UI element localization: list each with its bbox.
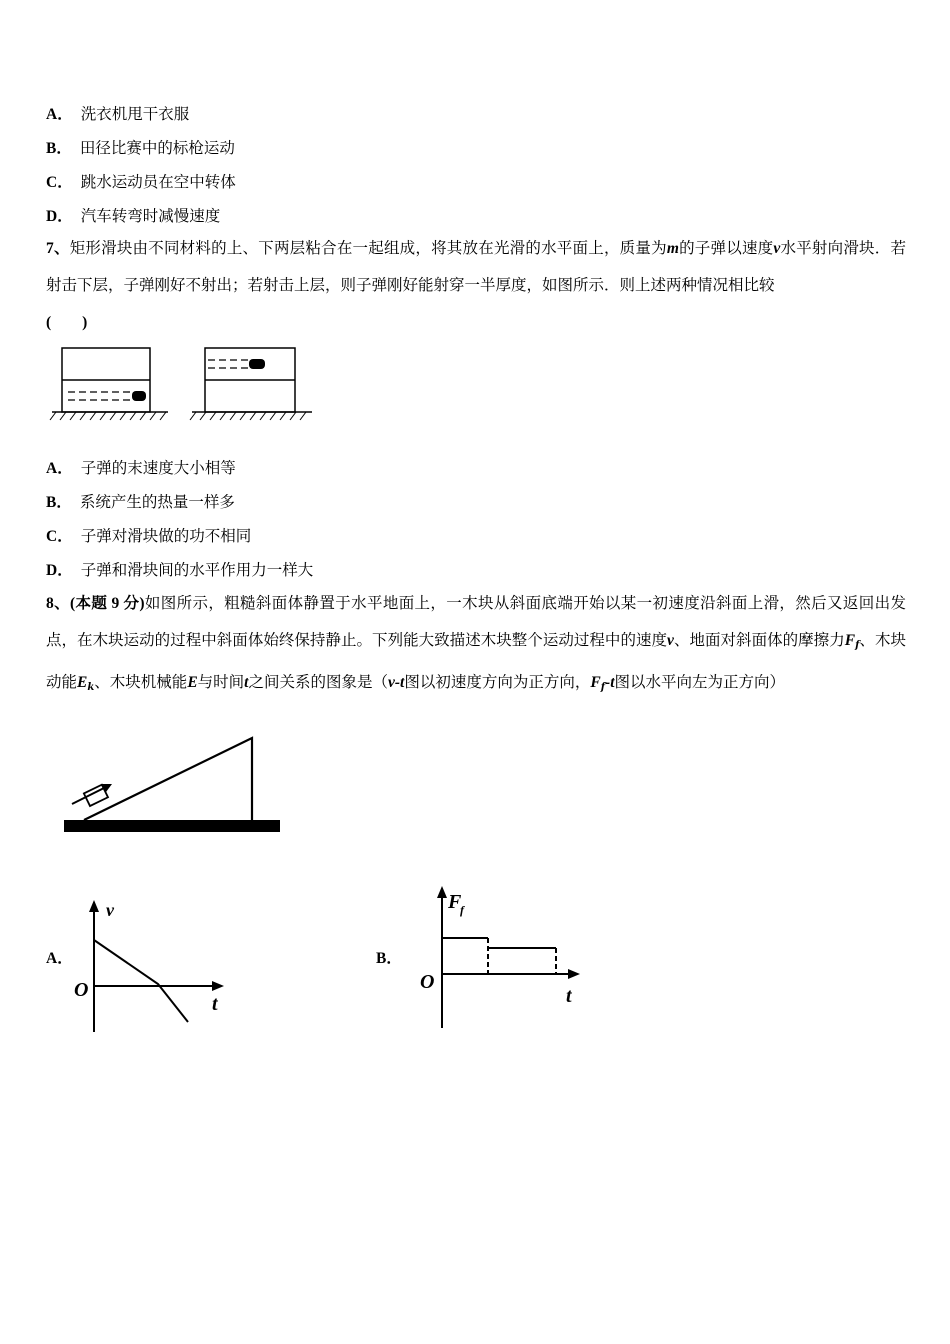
bullet-icon-lower <box>132 391 146 401</box>
graph-a-v-line <box>94 940 188 1022</box>
q6-option-d: D． 汽车转弯时减慢速度 <box>46 207 221 225</box>
graph-b-y-label: F <box>448 891 462 913</box>
graph-a-x-label: t <box>212 993 218 1015</box>
incline-figure <box>60 734 282 840</box>
q7-option-d: D． 子弹和滑块间的水平作用力一样大 <box>46 561 314 579</box>
bullet-icon-upper <box>249 359 265 369</box>
graph-a-y-label: v <box>106 900 114 920</box>
q6-option-c: C． 跳水运动员在空中转体 <box>46 173 236 191</box>
graph-b <box>414 884 589 1034</box>
q7-figure <box>46 344 316 424</box>
ground-slab <box>64 820 280 832</box>
graph-b-y-sub: f <box>460 903 464 917</box>
q6-option-b: B． 田径比赛中的标枪运动 <box>46 139 235 157</box>
graph-b-x-label: t <box>566 985 572 1007</box>
q8-stem: 8、(本题 9 分)如图所示，粗糙斜面体静置于水平地面上，一木块从斜面底端开始以某一初速度沿斜面上滑，然后又返回出发点，在木块运动的过程中斜面体始终保持静止。下列能大致描述木块整个运动过程中的速度v、地面对斜面体的摩擦力$F_f$、木块动能$E_k$、木块机械能E与时间t之间关系的图象是（v-t图以初速度方向为正方向，$F_f-t$图以水平向左为正方向） <box>46 594 906 693</box>
q7-stem: 7、矩形滑块由不同材料的上、下两层粘合在一起组成，将其放在光滑的水平面上，质量为m的子弹以速度v水平射向滑块．若射击下层，子弹刚好不射出；若射击上层，则子弹刚好能射穿一半厚度，如图所示．则上述两种情况相比较 ( ) <box>46 239 906 331</box>
incline-outline <box>84 738 252 820</box>
graph-b-origin: O <box>420 971 435 993</box>
graph-a-y-arrow-icon <box>89 900 99 912</box>
graph-a-x-arrow-icon <box>212 981 224 991</box>
graph-a-label: A． <box>46 950 73 967</box>
graph-b-label: B． <box>376 950 402 967</box>
graph-b-x-arrow-icon <box>568 969 580 979</box>
q6-option-a: A． 洗衣机甩干衣服 <box>46 105 190 123</box>
q7-option-b: B． 系统产生的热量一样多 <box>46 493 235 511</box>
graph-a <box>70 898 240 1038</box>
graph-b-y-arrow-icon <box>437 886 447 898</box>
q7-option-c: C． 子弹对滑块做的功不相同 <box>46 527 252 545</box>
graph-a-origin: O <box>74 979 89 1001</box>
q7-option-a: A． 子弹的末速度大小相等 <box>46 459 236 477</box>
